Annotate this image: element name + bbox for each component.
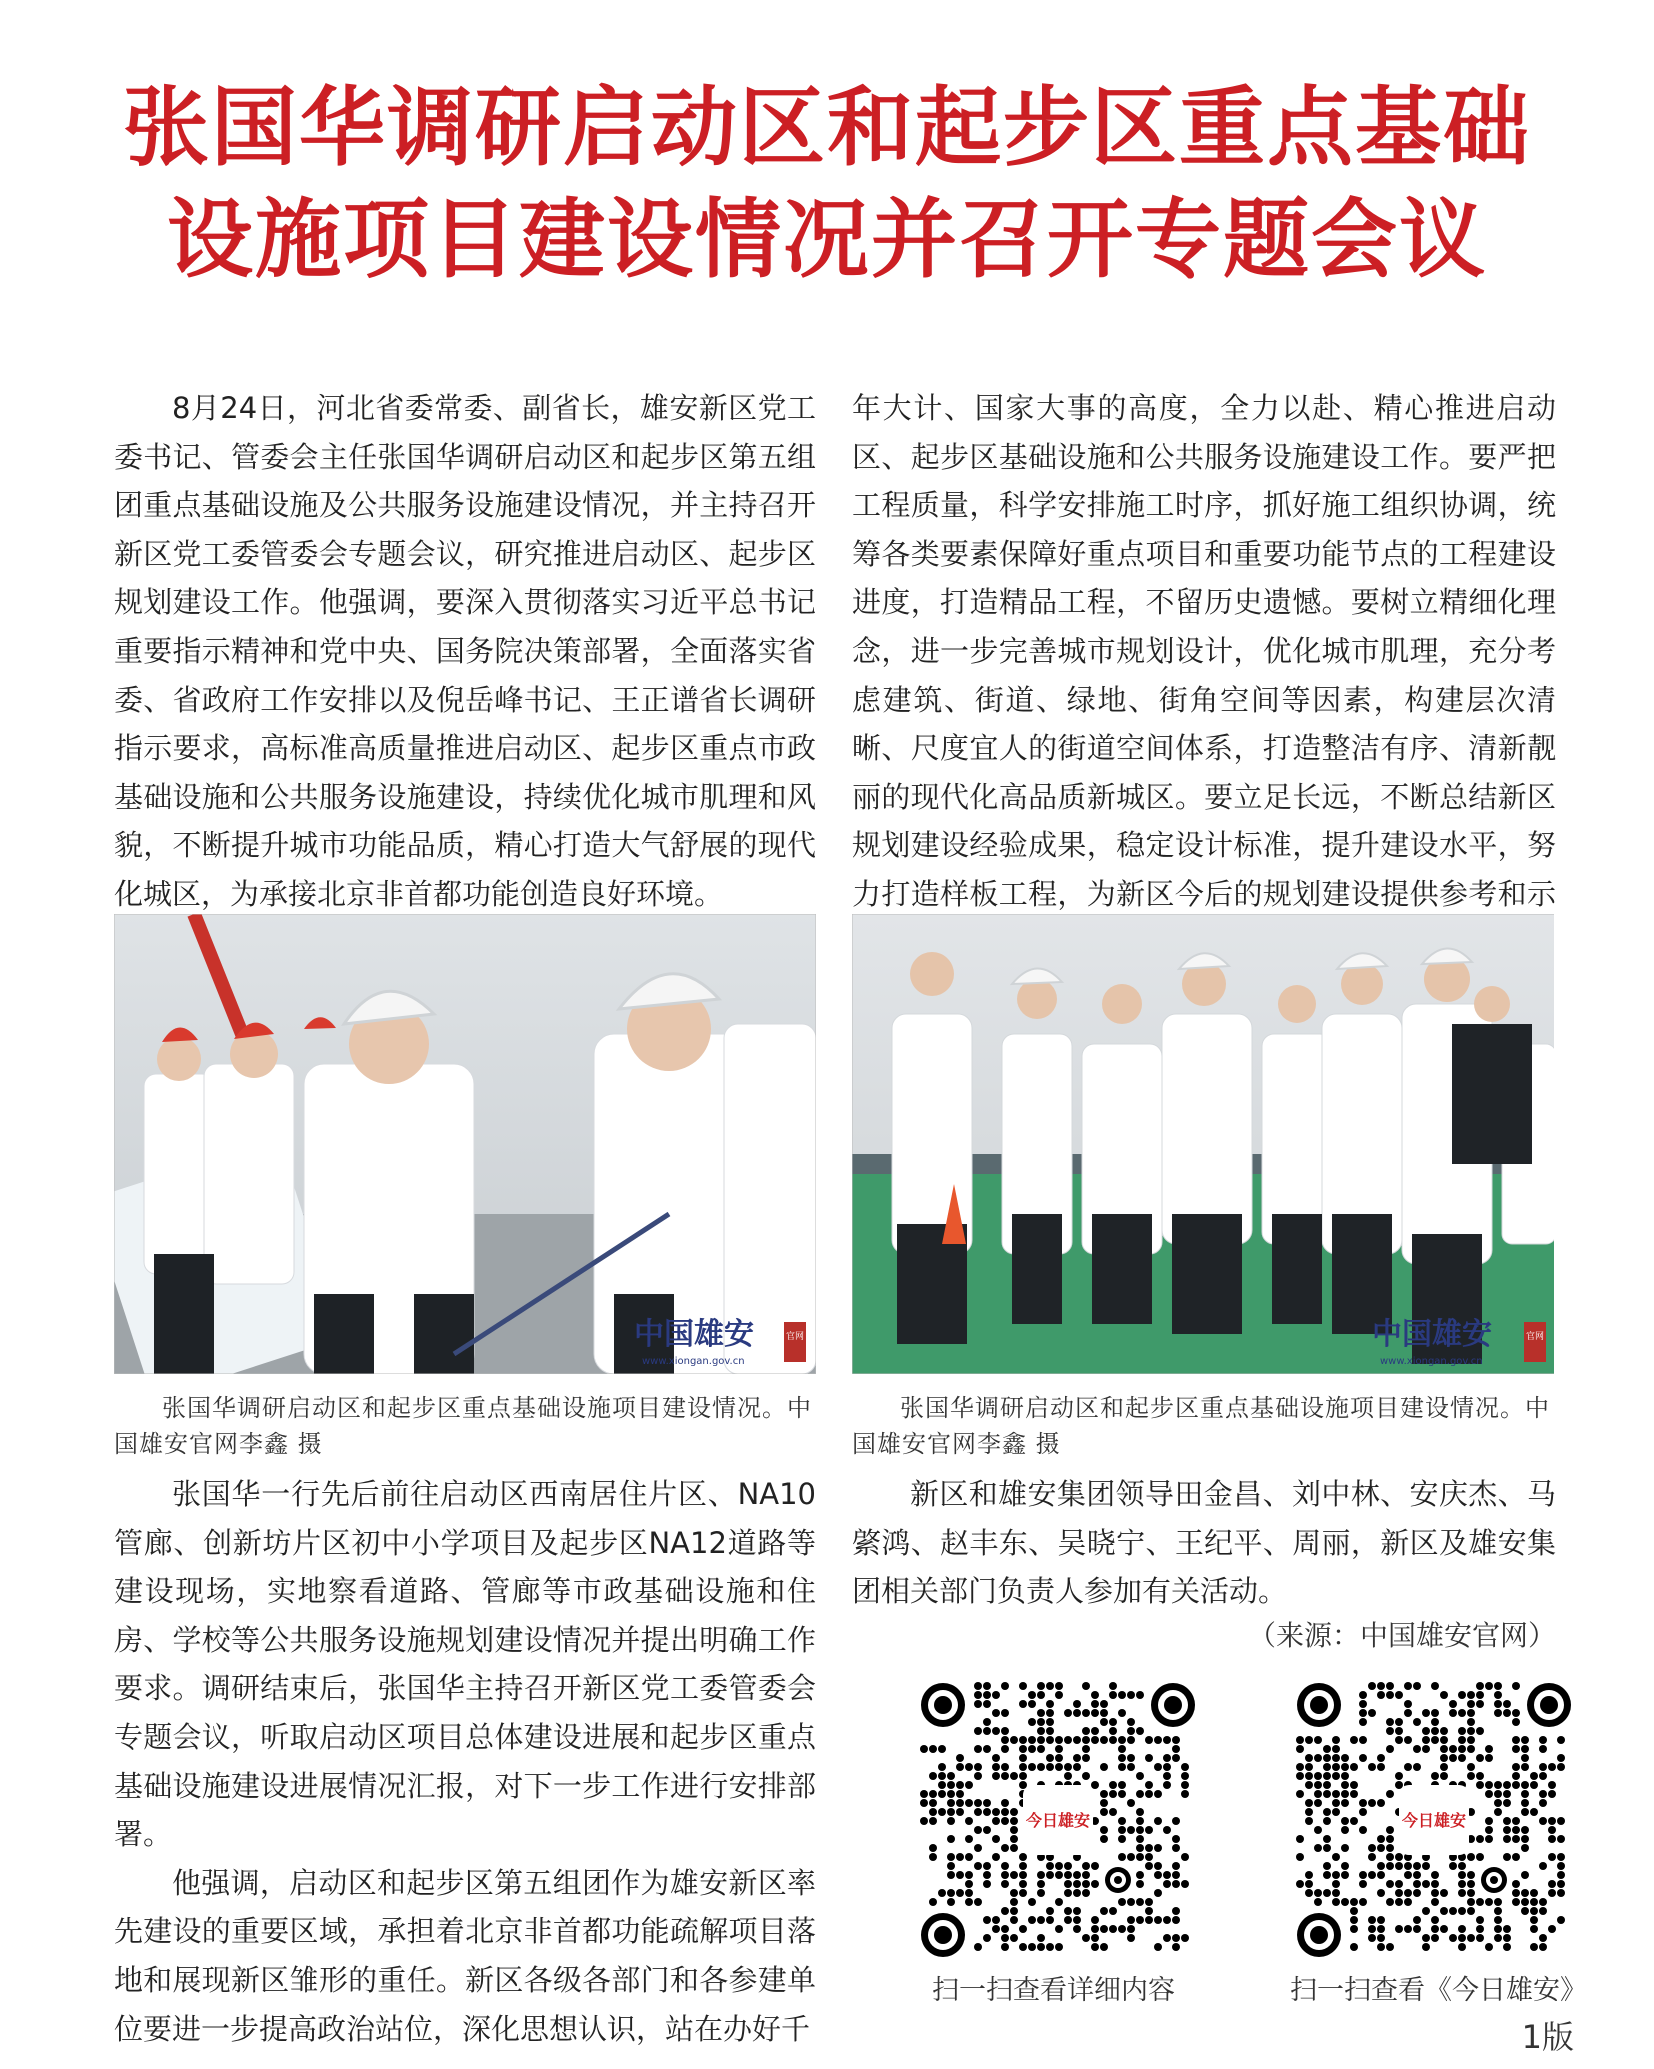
right-column-bottom [852, 1470, 1556, 1616]
left-photo-caption: 张国华调研启动区和起步区重点基础设施项目建设情况。中国雄安官网李鑫 摄 [114, 1394, 812, 1458]
page-number: 1版 [1521, 2018, 1574, 2056]
left-column-bottom [114, 1470, 816, 2053]
qr-code-right[interactable] [1294, 1680, 1574, 1960]
left-watermark-seal: 官网 [786, 1332, 805, 1342]
qr-code-left[interactable] [918, 1680, 1198, 1960]
left-paragraph-2: 张国华一行先后前往启动区西南居住片区、NA10管廊、创新坊片区初中小学项目及起步区NA12道路等建设现场，实地察看道路、管廊等市政基础设施和住房、学校等公共服务设施规划建设情况并提出明确工作要求。调研结束后，张国华主持召开新区党工委管委会专题会议，听取启动区项目总体建设进展和起步区重点基础设施建设进展情况汇报，对下一步工作进行安排部署。 [114, 1477, 816, 1852]
right-watermark-url: www.xiongan.gov.cn [1380, 1356, 1483, 1367]
headline-line-2: 设施项目建设情况并召开专题会议 [167, 189, 1487, 290]
right-column-top [852, 384, 1556, 967]
source-note: （来源：中国雄安官网） [1247, 1619, 1556, 1652]
qr-right-label: 扫一扫查看《今日雄安》 [1290, 1975, 1587, 2006]
left-paragraph-3: 他强调，启动区和起步区第五组团作为雄安新区率先建设的重要区域，承担着北京非首都功能疏解项目落地和展现新区雏形的重任。新区各级各部门和各参建单位要进一步提高政治站位，深化思想认识，站在办好千 [114, 1865, 816, 2046]
qr-left-logo: 今日雄安 [1025, 1811, 1091, 1830]
right-watermark-seal: 官网 [1526, 1332, 1545, 1342]
right-paragraph-1: 年大计、国家大事的高度，全力以赴、精心推进启动区、起步区基础设施和公共服务设施建设工作。要严把工程质量，科学安排施工时序，抓好施工组织协调，统筹各类要素保障好重点项目和重要功能节点的工程建设进度，打造精品工程，不留历史遗憾。要树立精细化理念，进一步完善城市规划设计，优化城市肌理，充分考虑建筑、街道、绿地、街角空间等因素，构建层次清晰、尺度宜人的街道空间体系，打造整洁有序、清新靓丽的现代化高品质新城区。要立足长远，不断总结新区规划建设经验成果，稳定设计标准，提升建设水平，努力打造样板工程，为新区今后的规划建设提供参考和示 [852, 391, 1556, 911]
left-paragraph-1: 8月24日，河北省委常委、副省长，雄安新区党工委书记、管委会主任张国华调研启动区和起步区第五组团重点基础设施及公共服务设施建设情况，并主持召开新区党工委管委会专题会议，研究推进启动区、起步区规划建设工作。他强调，要深入贯彻落实习近平总书记重要指示精神和党中央、国务院决策部署，全面落实省委、省政府工作安排以及倪岳峰书记、王正谱省长调研指示要求，高标准高质量推进启动区、起步区重点市政基础设施和公共服务设施建设，持续优化城市肌理和风貌，不断提升城市功能品质，精心打造大气舒展的现代化城区，为承接北京非首都功能创造良好环境。 [114, 391, 816, 911]
left-watermark-title: 中国雄安 [634, 1317, 754, 1352]
right-photo-caption: 张国华调研启动区和起步区重点基础设施项目建设情况。中国雄安官网李鑫 摄 [852, 1394, 1550, 1458]
left-photo [114, 914, 816, 1374]
headline [90, 72, 1564, 296]
left-watermark-url: www.xiongan.gov.cn [642, 1356, 745, 1367]
right-watermark-title: 中国雄安 [1372, 1317, 1492, 1352]
left-column-top [114, 384, 816, 919]
qr-left-label: 扫一扫查看详细内容 [932, 1975, 1175, 2006]
right-paragraph-2: 新区和雄安集团领导田金昌、刘中林、安庆杰、马綮鸿、赵丰东、吴晓宁、王纪平、周丽，新区及雄安集团相关部门负责人参加有关活动。 [852, 1477, 1556, 1609]
headline-line-1: 张国华调研启动区和起步区重点基础 [123, 77, 1531, 178]
right-photo [852, 914, 1554, 1374]
qr-right-logo: 今日雄安 [1401, 1811, 1467, 1830]
